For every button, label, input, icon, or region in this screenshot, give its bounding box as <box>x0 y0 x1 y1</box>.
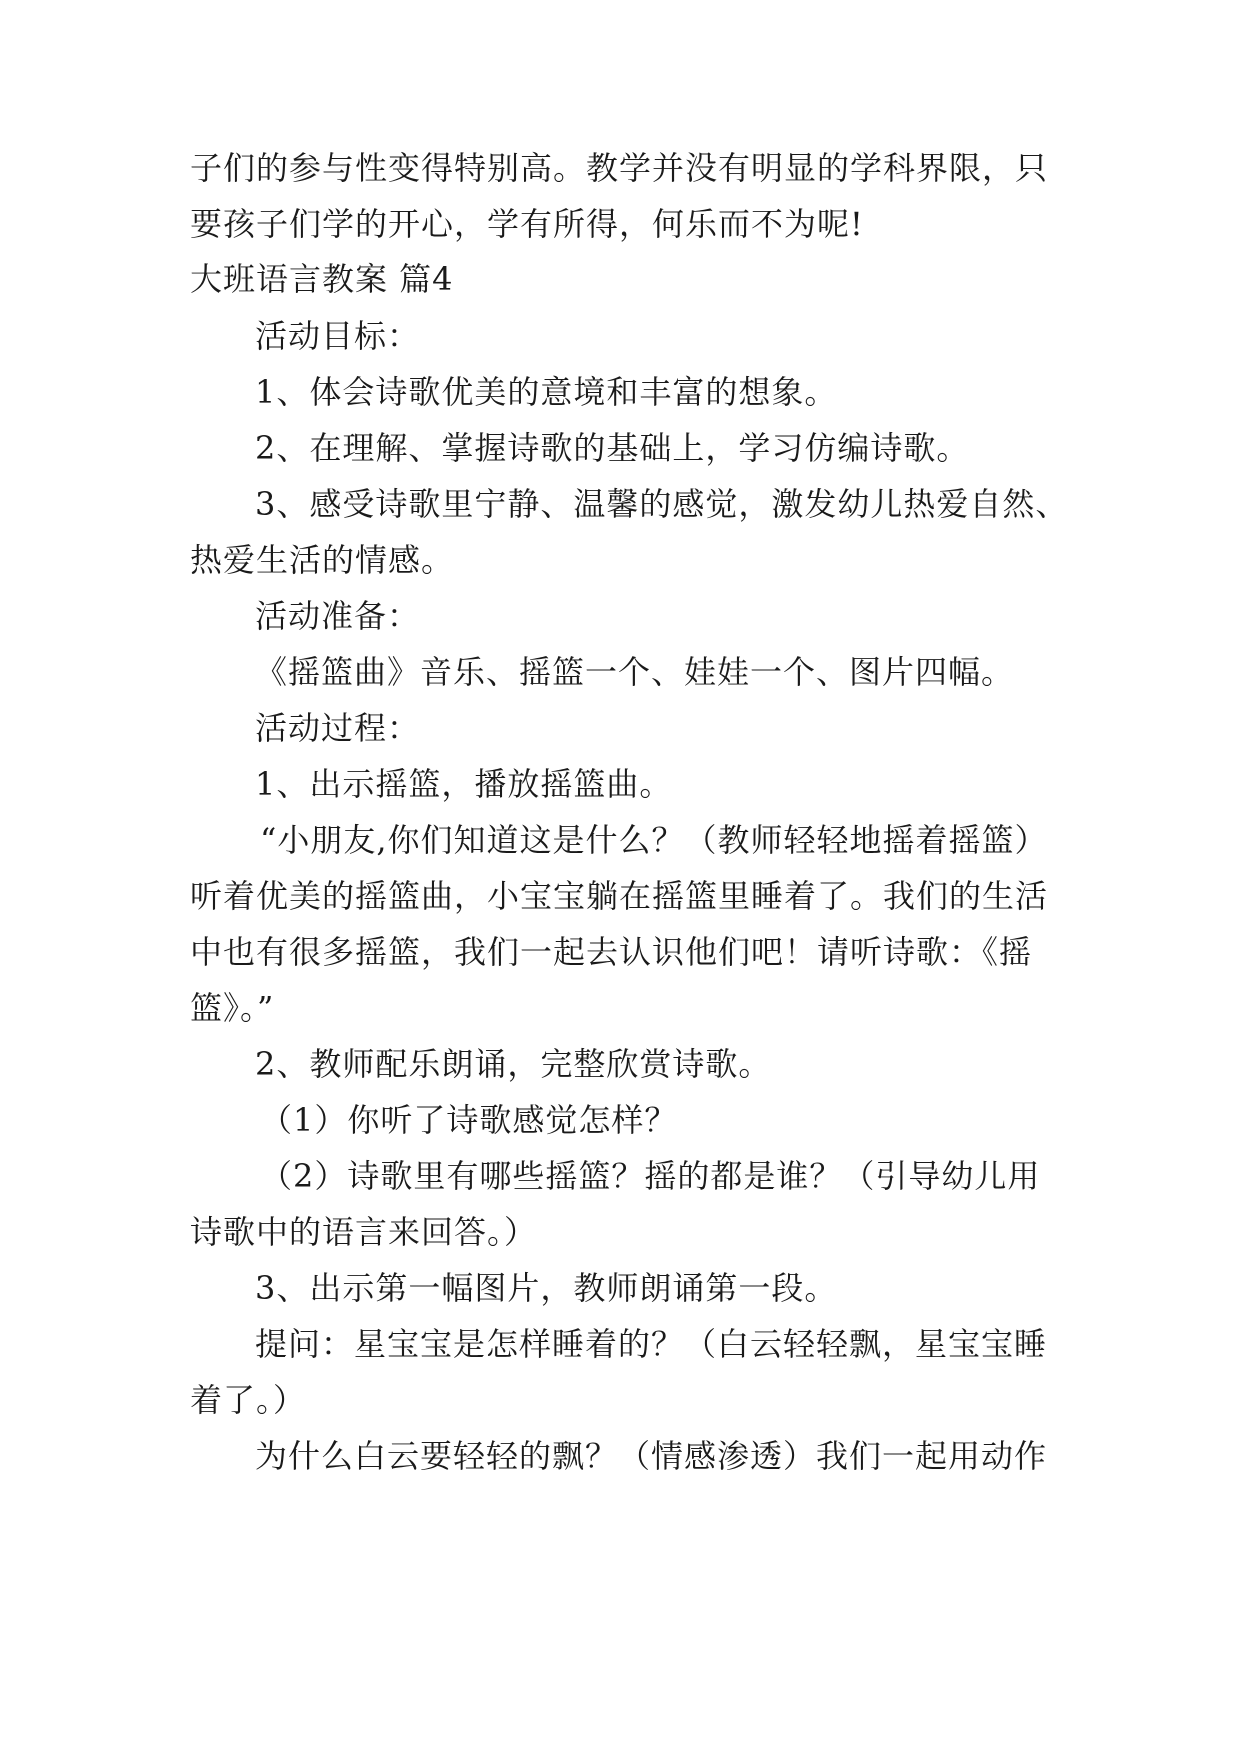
paragraph-line: “小朋友,你们知道这是什么？（教师轻轻地摇着摇篮） <box>260 821 1048 859</box>
list-item: 3、感受诗歌里宁静、温馨的感觉，激发幼儿热爱自然、 <box>255 485 1069 523</box>
list-item: 1、出示摇篮，播放摇篮曲。 <box>255 765 673 803</box>
list-item: 2、在理解、掌握诗歌的基础上，学习仿编诗歌。 <box>255 429 970 467</box>
list-item: 2、教师配乐朗诵，完整欣赏诗歌。 <box>255 1045 772 1083</box>
subheading-activity-goals: 活动目标： <box>255 317 421 355</box>
paragraph-line: 着了。） <box>190 1381 307 1419</box>
paragraph-line: 诗歌中的语言来回答。） <box>190 1213 538 1251</box>
list-item: 3、出示第一幅图片，教师朗诵第一段。 <box>255 1269 838 1307</box>
paragraph-line: 听着优美的摇篮曲，小宝宝躺在摇篮里睡着了。我们的生活 <box>190 877 1049 915</box>
paragraph-line: 要孩子们学的开心，学有所得，何乐而不为呢! <box>190 205 864 243</box>
list-item: 1、体会诗歌优美的意境和丰富的想象。 <box>255 373 838 411</box>
paragraph-line: 篮》。” <box>190 989 275 1027</box>
subheading-activity-preparation: 活动准备： <box>255 597 421 635</box>
paragraph-line: 子们的参与性变得特别高。教学并没有明显的学科界限，只 <box>190 149 1049 187</box>
paragraph-line: 中也有很多摇篮，我们一起去认识他们吧！请听诗歌：《摇 <box>190 933 1033 971</box>
list-item: （2）诗歌里有哪些摇篮？摇的都是谁？（引导幼儿用 <box>260 1157 1041 1195</box>
paragraph-line: 热爱生活的情感。 <box>190 541 455 579</box>
list-item: （1）你听了诗歌感觉怎样？ <box>260 1101 678 1139</box>
section-heading: 大班语言教案 篇4 <box>190 260 454 298</box>
paragraph-line: 《摇篮曲》音乐、摇篮一个、娃娃一个、图片四幅。 <box>255 653 1015 691</box>
paragraph-line: 为什么白云要轻轻的飘？（情感渗透）我们一起用动作 <box>255 1437 1048 1475</box>
subheading-activity-process: 活动过程： <box>255 709 421 747</box>
paragraph-line: 提问：星宝宝是怎样睡着的？（白云轻轻飘，星宝宝睡 <box>255 1325 1048 1363</box>
